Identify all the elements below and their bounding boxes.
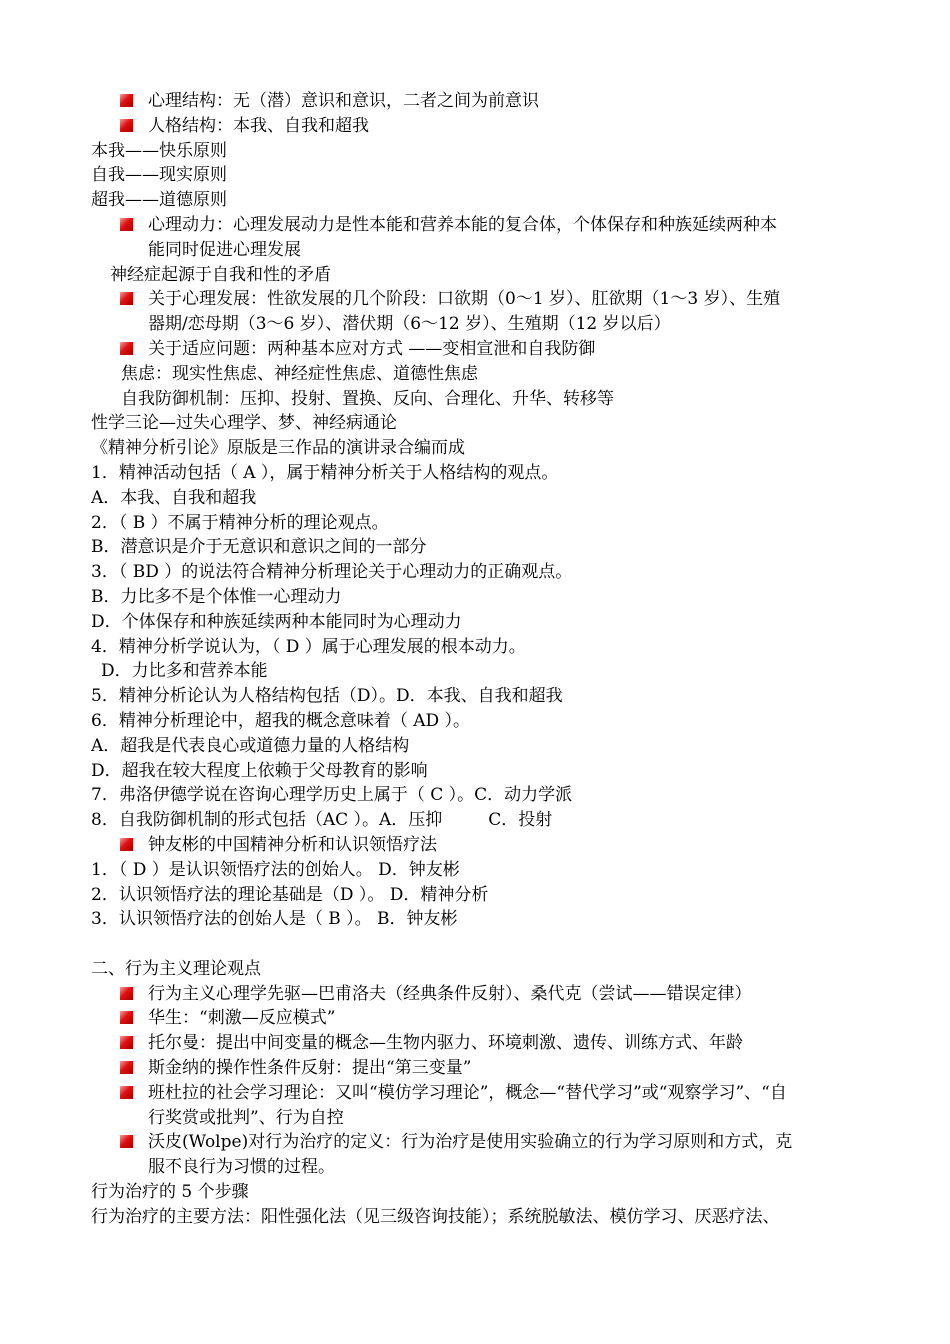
question-answer-c: C．投射: [488, 810, 553, 831]
text-line: 行为治疗的 5 个步骤: [91, 1182, 249, 1203]
document-body: [91, 89, 871, 1230]
text-line: 1．（ D ）是认识领悟疗法的创始人。 D．钟友彬: [91, 859, 460, 880]
red-square-bullet-icon: [120, 1036, 133, 1049]
text-line: B．潜意识是介于无意识和意识之间的一部分: [91, 537, 427, 558]
bullet-item: [91, 337, 871, 362]
text-line: [91, 808, 871, 833]
text-line: 4．精神分析学说认为，（ D ）属于心理发展的根本动力。: [91, 636, 526, 657]
text-line: 自我防御机制：压抑、投射、置换、反向、合理化、升华、转移等: [121, 388, 614, 409]
text-line: 7．弗洛伊德学说在咨询心理学历史上属于（ C ）。C．动力学派: [91, 785, 573, 806]
red-square-bullet-icon: [120, 1011, 133, 1024]
bullet-text: 沃皮(Wolpe)对行为治疗的定义：行为治疗是使用实验确立的行为学习原则和方式，克: [148, 1132, 793, 1153]
bullet-item: [91, 833, 871, 858]
red-square-bullet-icon: [120, 838, 133, 851]
text-line: 2．认识领悟疗法的理论基础是（D ）。 D．精神分析: [91, 884, 489, 905]
red-square-bullet-icon: [120, 1061, 133, 1074]
bullet-text: 能同时促进心理发展: [148, 239, 301, 260]
text-line: 超我——道德原则: [91, 190, 227, 211]
bullet-text: 班杜拉的社会学习理论：又叫“模仿学习理论”，概念—“替代学习”或“观察学习”、“自: [148, 1082, 787, 1103]
text-line: 二、行为主义理论观点: [91, 958, 261, 979]
bullet-item: [91, 114, 871, 139]
bullet-text: 心理动力：心理发展动力是性本能和营养本能的复合体，个体保存和种族延续两种本: [148, 214, 777, 235]
text-line: D．超我在较大程度上依赖于父母教育的影响: [91, 760, 428, 781]
blank-line: [91, 932, 871, 957]
text-line: 《精神分析引论》原版是三作品的演讲录合编而成: [91, 438, 465, 459]
bullet-item: [91, 1006, 871, 1031]
bullet-item: [91, 1031, 871, 1056]
red-square-bullet-icon: [120, 292, 133, 305]
text-line: D．个体保存和种族延续两种本能同时为心理动力: [91, 611, 462, 632]
bullet-text: 行奖赏或批判”、行为自控: [148, 1107, 344, 1128]
bullet-item: [91, 213, 871, 263]
text-line: B．力比多不是个体惟一心理动力: [91, 586, 342, 607]
bullet-text: 行为主义心理学先驱—巴甫洛夫（经典条件反射）、桑代克（尝试——错误定律）: [148, 983, 752, 1004]
bullet-item: [91, 287, 871, 337]
bullet-text: 心理结构：无（潜）意识和意识，二者之间为前意识: [148, 91, 539, 111]
red-square-bullet-icon: [120, 94, 133, 107]
text-line: 3．认识领悟疗法的创始人是（ B ）。 B．钟友彬: [91, 909, 458, 930]
red-square-bullet-icon: [120, 342, 133, 355]
text-line: 1．精神活动包括（ A ），属于精神分析关于人格结构的观点。: [91, 462, 559, 483]
bullet-item: [91, 982, 871, 1007]
red-square-bullet-icon: [120, 1135, 133, 1148]
question-answer-a: 8．自我防御机制的形式包括（AC ）。A．压抑: [91, 810, 443, 831]
text-line: A．超我是代表良心或道德力量的人格结构: [91, 735, 410, 756]
text-line: 6．精神分析理论中，超我的概念意味着（ AD ）。: [91, 710, 471, 731]
text-line: 3．（ BD ）的说法符合精神分析理论关于心理动力的正确观点。: [91, 562, 573, 583]
bullet-item: [91, 1056, 871, 1081]
text-line: 本我——快乐原则: [91, 140, 227, 161]
bullet-text: 人格结构：本我、自我和超我: [148, 115, 369, 136]
bullet-text: 华生：“刺激—反应模式”: [148, 1008, 336, 1029]
text-line: 性学三论—过失心理学、梦、神经病通论: [91, 413, 397, 434]
text-line: A．本我、自我和超我: [91, 487, 257, 508]
red-square-bullet-icon: [120, 987, 133, 1000]
bullet-text: 关于心理发展：性欲发展的几个阶段：口欲期（0～1 岁）、肛欲期（1～3 岁）、生殖: [148, 289, 781, 310]
bullet-text: 关于适应问题：两种基本应对方式 ——变相宣泄和自我防御: [148, 338, 596, 359]
text-line: D．力比多和营养本能: [101, 661, 268, 682]
red-square-bullet-icon: [120, 218, 133, 231]
bullet-text: 钟友彬的中国精神分析和认识领悟疗法: [148, 834, 437, 855]
bullet-item: [91, 89, 871, 114]
text-line: 自我——现实原则: [91, 165, 227, 186]
bullet-text: 服不良行为习惯的过程。: [148, 1157, 335, 1178]
text-line: 2．（ B ）不属于精神分析的理论观点。: [91, 512, 389, 533]
bullet-text: 器期/恋母期（3～6 岁）、潜伏期（6～12 岁）、生殖期（12 岁以后）: [148, 314, 671, 335]
red-square-bullet-icon: [120, 119, 133, 132]
bullet-text: 托尔曼：提出中间变量的概念—生物内驱力、环境刺激、遗传、训练方式、年龄: [148, 1033, 743, 1054]
text-line: 神经症起源于自我和性的矛盾: [110, 264, 331, 285]
text-line: 行为治疗的主要方法：阳性强化法（见三级咨询技能）；系统脱敏法、模仿学习、厌恶疗法、: [91, 1206, 780, 1227]
text-line: 焦虑：现实性焦虑、神经症性焦虑、道德性焦虑: [121, 363, 478, 384]
bullet-item: [91, 1081, 871, 1131]
red-square-bullet-icon: [120, 1086, 133, 1099]
bullet-text: 斯金纳的操作性条件反射：提出“第三变量”: [148, 1058, 472, 1079]
bullet-item: [91, 1130, 871, 1180]
text-line: 5．精神分析论认为人格结构包括（D）。D．本我、自我和超我: [91, 686, 563, 707]
